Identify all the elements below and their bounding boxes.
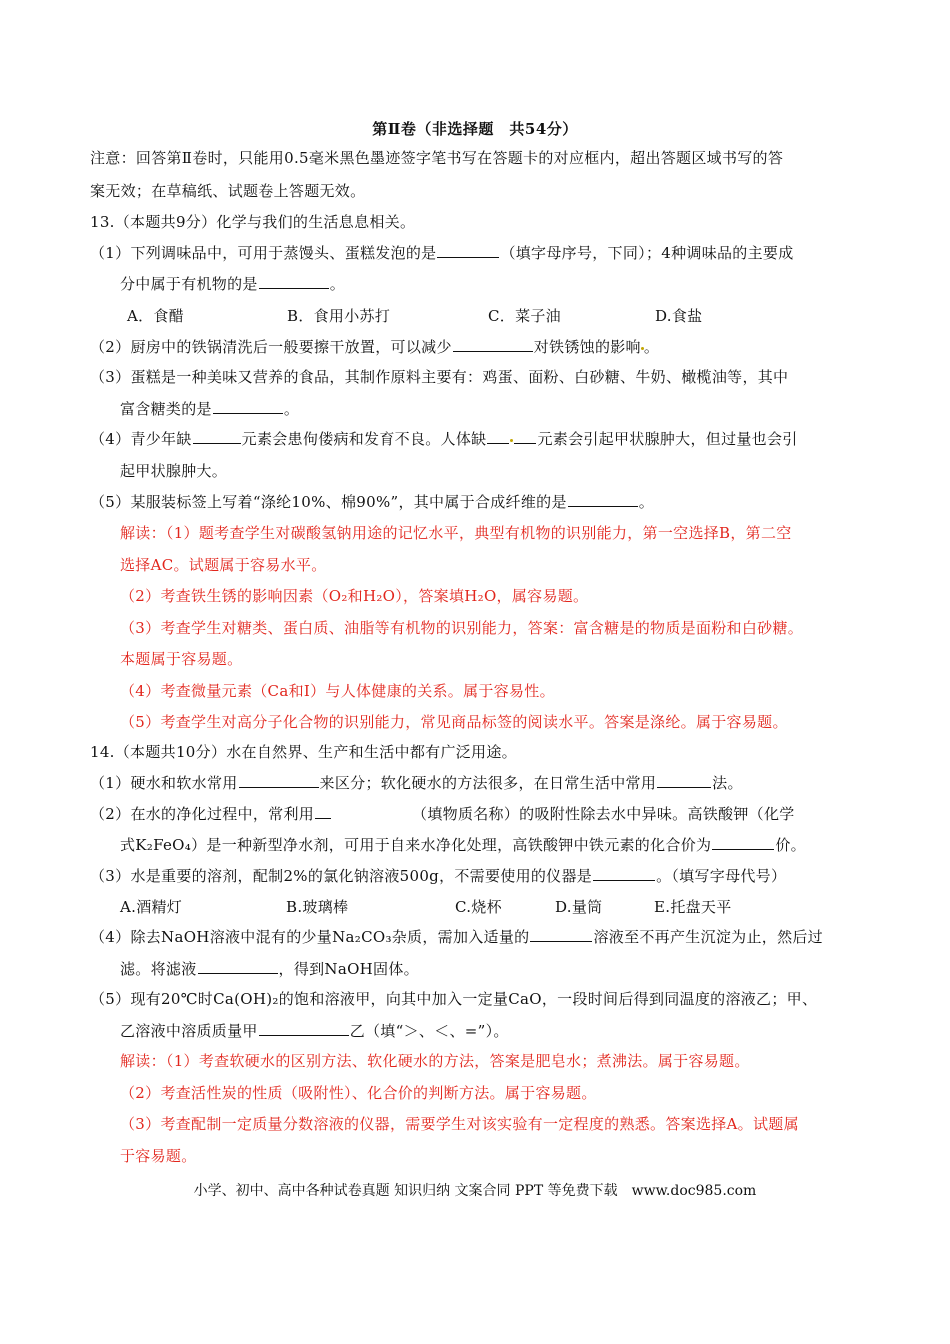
- q14-part3: [90, 865, 786, 887]
- notice-line-1: 注意：回答第Ⅱ卷时，只能用0.5毫米黑色墨迹签字笔书写在答题卡的对应框内，超出答题区域书写的答: [90, 149, 784, 167]
- q13-option-d: D.食盐: [655, 307, 703, 325]
- answer-blank[interactable]: [193, 429, 241, 444]
- q13-p3b-text: 富含糖类的是: [120, 400, 212, 418]
- q14-answer-3b: 于容易题。: [120, 1147, 197, 1165]
- q13-p1b-text: 分中属于有机物的是: [120, 275, 258, 293]
- q14-p5b-text: 乙溶液中溶质质量甲: [120, 1022, 258, 1040]
- q13-part4-line2: 起甲状腺肿大。: [120, 462, 228, 480]
- q14-answer-3a: （3）考查配制一定质量分数溶液的仪器，需要学生对该实验有一定程度的熟悉。答案选择A。试题属: [120, 1115, 799, 1133]
- q13-p1-text-2: （填字母序号，下同）；4种调味品的主要成: [500, 244, 794, 262]
- answer-blank[interactable]: [453, 337, 533, 352]
- q13-part3-line2: [120, 398, 299, 420]
- q13-option-b: B．食用小苏打: [287, 307, 391, 325]
- q14-p3-text: （3）水是重要的溶剂，配制2%的氯化钠溶液500g，不需要使用的仪器是: [90, 867, 593, 885]
- q14-part5-line1: （5）现有20℃时Ca(OH)₂的饱和溶液甲，向其中加入一定量CaO，一段时间后得到同温度的溶液乙；甲、: [90, 990, 818, 1008]
- q13-answer-4: （4）考查微量元素（Ca和I）与人体健康的关系。属于容易性。: [120, 682, 555, 700]
- q14-option-e: E.托盘天平: [654, 898, 732, 916]
- section-title: 第Ⅱ卷（非选择题 共54分）: [372, 120, 578, 138]
- notice-line-2: 案无效；在草稿纸、试题卷上答题无效。: [90, 182, 366, 200]
- q14-p4-text: （4）除去NaOH溶液中混有的少量Na₂CO₃杂质，需加入适量的: [90, 928, 530, 946]
- q14-part1: [90, 772, 743, 794]
- q14-p4-text-2: 溶液至不再产生沉淀为止，然后过: [593, 928, 823, 946]
- q14-p4b-text: 滤。将滤液: [120, 960, 197, 978]
- q13-part5: [90, 491, 654, 513]
- q13-part3-line1: （3）蛋糕是一种美味又营养的食品，其制作原料主要有：鸡蛋、面粉、白砂糖、牛奶、橄榄油等，其中: [90, 368, 789, 386]
- answer-blank[interactable]: [568, 492, 638, 507]
- q13-p3b-end: 。: [283, 400, 300, 418]
- q13-p5-end: 。: [638, 493, 655, 511]
- q14-p2b-text: 式K₂FeO₄）是一种新型净水剂，可用于自来水净化处理，高铁酸钾中铁元素的化合价为: [120, 836, 712, 854]
- answer-blank[interactable]: [712, 835, 774, 850]
- answer-blank[interactable]: [437, 243, 499, 258]
- answer-blank[interactable]: [259, 274, 329, 289]
- q13-answer-3b: 本题属于容易题。: [120, 650, 243, 668]
- q13-p4-text: （4）青少年缺: [90, 430, 192, 448]
- q14-p2-text: （2）在水的净化过程中，常利用: [90, 805, 315, 823]
- q14-p5b-text-2: 乙（填“＞、＜、=”）。: [349, 1022, 509, 1040]
- q14-answer-2: （2）考查活性炭的性质（吸附性）、化合价的判断方法。属于容易题。: [120, 1084, 597, 1102]
- q14-p1-text-2: 来区分；软化硬水的方法很多，在日常生活中常用: [319, 774, 657, 792]
- answer-blank[interactable]: [593, 866, 655, 881]
- q13-p5-text: （5）某服装标签上写着“涤纶10%、棉90%”，其中属于合成纤维的是: [90, 493, 567, 511]
- q14-p2b-end: 价。: [775, 836, 806, 854]
- q14-p3-end: 。（填写字母代号）: [656, 867, 787, 885]
- answer-blank[interactable]: [213, 399, 283, 414]
- answer-blank[interactable]: [514, 429, 536, 444]
- q13-p2-end: 。: [643, 338, 660, 356]
- answer-blank[interactable]: [657, 773, 711, 788]
- q13-part4-line1: [90, 428, 798, 450]
- mark-dot: [510, 439, 513, 442]
- q13-p4-text-3: 元素会引起甲状腺肿大，但过量也会引: [537, 430, 798, 448]
- q13-p1-text: （1）下列调味品中，可用于蒸馒头、蛋糕发泡的是: [90, 244, 437, 262]
- q13-p2-text: （2）厨房中的铁锅清洗后一般要擦干放置，可以减少: [90, 338, 452, 356]
- q14-part2-line2: [120, 834, 806, 856]
- q13-answer-5: （5）考查学生对高分子化合物的识别能力，常见商品标签的阅读水平。答案是涤纶。属于容易题。: [120, 713, 788, 731]
- q13-option-c: C．菜子油: [488, 307, 561, 325]
- q13-p4-text-2: 元素会患佝偻病和发育不良。人体缺: [241, 430, 487, 448]
- q13-option-a: A．食醋: [127, 307, 185, 325]
- q14-option-d: D.量筒: [555, 898, 603, 916]
- q14-option-a: A.酒精灯: [120, 898, 183, 916]
- q13-p2-text-2: 对铁锈蚀的影响: [533, 338, 641, 356]
- answer-blank[interactable]: [239, 773, 319, 788]
- q13-answer-1a: 解读：（1）题考查学生对碳酸氢钠用途的记忆水平，典型有机物的识别能力，第一空选择B，第二空: [120, 524, 792, 542]
- answer-blank[interactable]: [259, 1021, 349, 1036]
- q14-p2-text-2: （填物质名称）的吸附性除去水中异味。高铁酸钾（化学: [412, 805, 795, 823]
- q14-part5-line2: [120, 1020, 509, 1042]
- q13-part1-line2: [120, 273, 345, 295]
- q14-p1-text: （1）硬水和软水常用: [90, 774, 238, 792]
- q13-answer-1b: 选择AC。试题属于容易水平。: [120, 556, 327, 574]
- q14-part2-line1: [90, 803, 795, 825]
- q13-part2: [90, 336, 659, 358]
- answer-blank[interactable]: [487, 429, 509, 444]
- q14-option-b: B.玻璃棒: [286, 898, 349, 916]
- q14-p4b-text-2: ，得到NaOH固体。: [278, 960, 419, 978]
- answer-blank[interactable]: [530, 927, 592, 942]
- q14-answer-1: 解读：（1）考查软硬水的区别方法、软化硬水的方法，答案是肥皂水；煮沸法。属于容易题。: [120, 1052, 750, 1070]
- q13-answer-3a: （3）考查学生对糖类、蛋白质、油脂等有机物的识别能力，答案：富含糖是的物质是面粉和白砂糖。: [120, 619, 804, 637]
- q14-p1-end: 法。: [712, 774, 743, 792]
- q14-option-c: C.烧杯: [455, 898, 502, 916]
- answer-blank[interactable]: [198, 959, 278, 974]
- answer-blank[interactable]: [315, 804, 331, 819]
- q14-part4-line2: [120, 958, 419, 980]
- q13-header: 13.（本题共9分）化学与我们的生活息息相关。: [90, 213, 416, 231]
- q13-answer-2: （2）考查铁生锈的影响因素（O₂和H₂O），答案填H₂O，属容易题。: [120, 587, 589, 605]
- q14-header: 14.（本题共10分）水在自然界、生产和生活中都有广泛用途。: [90, 743, 517, 761]
- page-footer: 小学、初中、高中各种试卷真题 知识归纳 文案合同 PPT 等免费下载 www.doc985.com: [193, 1183, 757, 1199]
- q13-part1-line1: [90, 242, 794, 264]
- q14-part4-line1: [90, 926, 823, 948]
- q13-p1b-end: 。: [329, 275, 346, 293]
